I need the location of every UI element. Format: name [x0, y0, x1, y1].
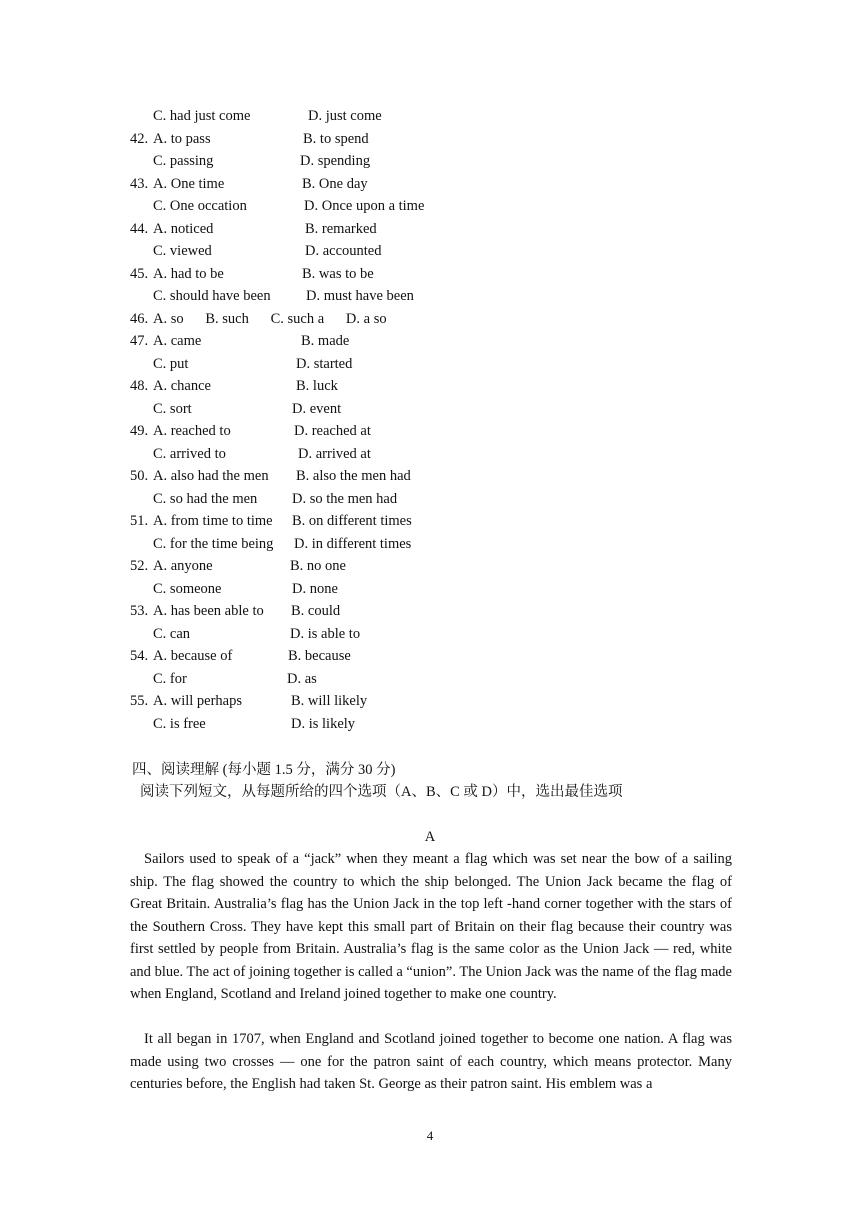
option-left: C. One occation [153, 198, 247, 214]
option-left: A. had to be [153, 265, 224, 282]
question-number: 46. [130, 310, 149, 327]
option-left: C. had just come [153, 108, 251, 124]
option-right: B. could [291, 603, 341, 619]
option-left: A. will perhaps [153, 693, 242, 709]
option-left: C. for the time being [153, 535, 274, 552]
option-left: C. someone [153, 580, 222, 597]
option-right: B. was to be [302, 265, 374, 282]
option-left: C. put [153, 355, 189, 372]
option-left: A. from time to time [153, 513, 273, 529]
question-number: 54. [130, 648, 149, 664]
question-number: 49. [130, 423, 149, 439]
passage-paragraph-1-text: Sailors used to speak of a “jack” when they meant a flag which was set near the bow of a sailing ship. The flag showed the country to which the ship belonged. The Union Jack became the flag of Great Britain. Australia’s flag has the Union Jack in the top left -hand corner together with the stars of the Southern Cross. They have kept this small part of Britain on their flag because their country was first settled by people from Britain. Australia’s flag is the same color as the Union Jack — red, white and blue. The act of joining together is called a “union”. The Union Jack was the name of the flag made when England, Scotland and Ireland joined together to make one country. [130, 851, 732, 1002]
option-right: B. remarked [305, 220, 377, 237]
question-number: 44. [130, 220, 149, 237]
option-left: C. should have been [153, 288, 271, 304]
option-right: D. is able to [290, 625, 361, 642]
option-right: B. because [288, 648, 351, 664]
option-left: A. came [153, 333, 202, 349]
option-left: A. One time [153, 175, 225, 192]
option-right: D. started [296, 355, 353, 372]
option-right: B. on different times [292, 513, 412, 529]
option-right: D. so the men had [292, 490, 398, 507]
option-left: A. chance [153, 378, 211, 394]
option-right: D. arrived at [298, 445, 371, 462]
option-left: A. reached to [153, 423, 231, 439]
option-right: B. will likely [291, 693, 368, 709]
option-right: D. must have been [306, 288, 414, 304]
option-left: C. sort [153, 400, 192, 417]
question-number: 51. [130, 513, 149, 529]
option-right: B. One day [302, 175, 368, 192]
question-number: 53. [130, 603, 149, 619]
page-number: 4 [426, 1128, 434, 1143]
option-right: B. to spend [303, 130, 369, 147]
question-number: 42. [130, 130, 149, 147]
option-left: A. has been able to [153, 603, 264, 619]
option-right: D. spending [300, 153, 371, 169]
option-right: B. luck [296, 378, 338, 394]
option-right: D. just come [308, 108, 382, 124]
option-left: C. passing [153, 153, 214, 169]
passage-paragraph-2 [130, 1028, 732, 1096]
option-right: D. is likely [291, 715, 356, 732]
question-number: 45. [130, 265, 149, 282]
option-left: C. arrived to [153, 445, 226, 462]
question-number: 52. [130, 558, 149, 574]
option-right: B. no one [290, 558, 346, 574]
question-number: 50. [130, 468, 149, 484]
option-left: C. can [153, 625, 191, 642]
option-right: B. also the men had [296, 468, 411, 484]
question-number: 47. [130, 333, 149, 349]
option-left: C. is free [153, 715, 206, 732]
option-right: B. made [301, 333, 350, 349]
option-left: C. so had the men [153, 490, 258, 507]
option-right: D. Once upon a time [304, 198, 425, 214]
option-left: C. for [153, 670, 187, 687]
option-right: D. reached at [294, 423, 371, 439]
option-left: A. anyone [153, 558, 213, 574]
passage-label: A [424, 829, 436, 845]
option-left: A. also had the men [153, 468, 269, 484]
option-left: A. because of [153, 648, 233, 664]
passage-paragraph-1 [130, 848, 732, 1006]
question-number: 43. [130, 175, 149, 192]
option-left: A. to pass [153, 130, 211, 147]
option-right: D. accounted [305, 243, 382, 259]
option-right: D. as [287, 670, 317, 687]
option-right: D. event [292, 400, 342, 417]
section-instruction: 阅读下列短文，从每题所给的四个选项（A、B、C 或 D）中，选出最佳选项 [140, 784, 623, 800]
section-heading: 四、阅读理解 (每小题 1.5 分，满分 30 分) [132, 762, 396, 778]
passage-paragraph-2-text: It all began in 1707, when England and Scotland joined together to become one nation. A flag was made using two crosses — one for the patron saint of each country, which means protector. Many centuries before, the English had taken St. George as their patron saint. His emblem was a [130, 1031, 732, 1092]
option-left: C. viewed [153, 243, 212, 259]
question-number: 48. [130, 378, 149, 394]
question-number: 55. [130, 693, 149, 709]
option-right: D. none [292, 580, 338, 597]
option-right: D. in different times [294, 535, 412, 552]
option-left: A. so B. such C. such a D. a so [153, 310, 387, 327]
option-left: A. noticed [153, 220, 214, 237]
